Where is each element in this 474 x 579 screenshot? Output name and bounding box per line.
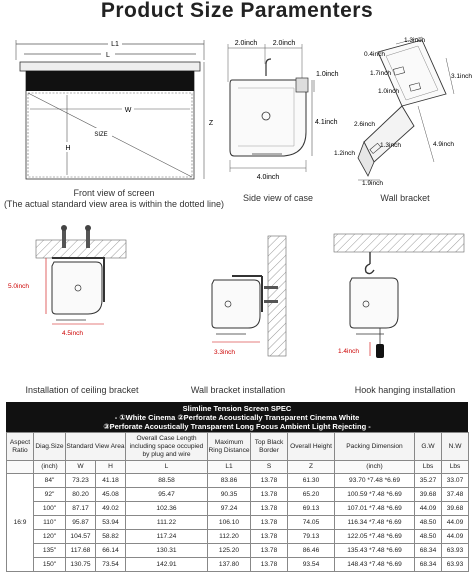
l1-label: L1	[111, 41, 119, 48]
spec-grid	[6, 432, 469, 572]
cell-gw: 35.27	[415, 474, 442, 488]
size-label: SIZE	[94, 132, 108, 138]
cell-packing: 93.70 *7.48 *6.69	[335, 474, 415, 488]
cell-packing: 122.05 *7.48 *6.69	[335, 530, 415, 544]
ceiling-dim-a: 5.0inch	[8, 283, 29, 290]
cell-nw: 63.93	[442, 558, 469, 572]
page-title: Product Size Paramenters	[100, 0, 374, 22]
cell-l: 95.47	[126, 488, 208, 502]
h-label: H	[65, 145, 71, 152]
hook-install-caption: Hook hanging installation	[354, 385, 456, 395]
cell-h: 53.94	[96, 516, 126, 530]
cell-z: 79.13	[288, 530, 335, 544]
cell-z: 61.30	[288, 474, 335, 488]
cell-packing: 135.43 *7.48 *6.69	[335, 544, 415, 558]
units-diag: (inch)	[34, 461, 66, 474]
bracket-dim-h: 4.9inch	[433, 141, 454, 148]
front-view-caption-note: (The actual standard view area is within the dotted line)	[3, 199, 225, 209]
header-top-black: Top Black Border	[251, 433, 288, 461]
spec-rows	[7, 474, 469, 572]
spec-subtitle-1: - ①White Cinema ②Perforate Acoustically Transparent Cinema White	[114, 413, 360, 422]
header-gw: G.W	[415, 433, 442, 461]
table-row	[7, 488, 469, 502]
front-view-diagram	[8, 30, 218, 192]
side-view-caption: Side view of case	[242, 193, 314, 203]
cell-z: 65.20	[288, 488, 335, 502]
header-nw: N.W	[442, 433, 469, 461]
cell-l: 130.31	[126, 544, 208, 558]
cell-diag: 110"	[34, 516, 66, 530]
cell-nw: 44.09	[442, 516, 469, 530]
bracket-dim-b: 0.4inch	[364, 51, 385, 58]
header-aspect: Aspect Ratio	[7, 433, 34, 461]
l-label: L	[106, 52, 110, 59]
cell-s: 13.78	[251, 530, 288, 544]
z-label: Z	[208, 120, 214, 127]
spec-header	[6, 402, 468, 432]
side-view-diagram	[222, 34, 350, 184]
cell-s: 13.78	[251, 474, 288, 488]
wall-install-caption: Wall bracket installation	[190, 385, 286, 395]
cell-s: 13.78	[251, 544, 288, 558]
cell-packing: 100.59 *7.48 *6.69	[335, 488, 415, 502]
cell-z: 69.13	[288, 502, 335, 516]
cell-w: 104.57	[66, 530, 96, 544]
side-dim-a: 2.0inch	[234, 40, 258, 47]
cell-gw: 39.68	[415, 488, 442, 502]
units-l: L	[126, 461, 208, 474]
cell-gw: 44.09	[415, 502, 442, 516]
cell-w: 80.20	[66, 488, 96, 502]
units-z: Z	[288, 461, 335, 474]
cell-l1: 97.24	[208, 502, 251, 516]
wall-bracket-caption: Wall bracket	[380, 193, 430, 203]
units-h: H	[96, 461, 126, 474]
cell-l: 102.36	[126, 502, 208, 516]
cell-diag: 135"	[34, 544, 66, 558]
front-view-caption	[0, 188, 228, 210]
cell-h: 45.08	[96, 488, 126, 502]
units-nw: Lbs	[442, 461, 469, 474]
cell-h: 41.18	[96, 474, 126, 488]
cell-packing: 148.43 *7.48 *6.69	[335, 558, 415, 572]
cell-nw: 39.68	[442, 502, 469, 516]
cell-l1: 137.80	[208, 558, 251, 572]
cell-z: 74.05	[288, 516, 335, 530]
header-overall-height: Overall Height	[288, 433, 335, 461]
cell-l: 88.58	[126, 474, 208, 488]
wall-bracket-diagram	[334, 34, 474, 186]
spec-subtitle-2: ③Perforate Acoustically Transparent Long Focus Ambient Light Rejecting -	[103, 422, 371, 431]
cell-w: 95.87	[66, 516, 96, 530]
side-dim-d: 4.1inch	[315, 119, 338, 126]
cell-diag: 100"	[34, 502, 66, 516]
cell-gw: 48.50	[415, 516, 442, 530]
cell-l: 111.22	[126, 516, 208, 530]
cell-z: 86.46	[288, 544, 335, 558]
hook-install-diagram	[330, 216, 470, 366]
cell-h: 66.14	[96, 544, 126, 558]
cell-h: 73.54	[96, 558, 126, 572]
ceiling-install-diagram	[8, 216, 148, 356]
cell-s: 13.78	[251, 502, 288, 516]
w-label: W	[124, 107, 132, 114]
cell-l1: 106.10	[208, 516, 251, 530]
cell-s: 13.78	[251, 516, 288, 530]
cell-w: 117.68	[66, 544, 96, 558]
cell-gw: 68.34	[415, 544, 442, 558]
table-row	[7, 558, 469, 572]
units-packing: (inch)	[335, 461, 415, 474]
table-row	[7, 530, 469, 544]
cell-h: 49.02	[96, 502, 126, 516]
units-w: W	[66, 461, 96, 474]
table-row	[7, 544, 469, 558]
bracket-dim-g: 1.3inch	[380, 142, 401, 149]
header-packing: Packing Dimension	[335, 433, 415, 461]
table-row	[7, 516, 469, 530]
header-max-ring: Maximum Ring Distance	[208, 433, 251, 461]
cell-diag: 150"	[34, 558, 66, 572]
bracket-dim-a: 1.3inch	[404, 37, 425, 44]
units-s: S	[251, 461, 288, 474]
cell-diag: 120"	[34, 530, 66, 544]
header-diag: Diag.Size	[34, 433, 66, 461]
bracket-dim-c: 1.7inch	[370, 70, 391, 77]
cell-w: 87.17	[66, 502, 96, 516]
side-dim-b: 2.0inch	[272, 40, 296, 47]
cell-l1: 112.20	[208, 530, 251, 544]
spec-header-row	[7, 433, 469, 461]
cell-diag: 84"	[34, 474, 66, 488]
side-dim-e: 4.0inch	[256, 174, 280, 181]
cell-gw: 48.50	[415, 530, 442, 544]
table-row	[7, 474, 469, 488]
cell-packing: 107.01 *7.48 *6.69	[335, 502, 415, 516]
spec-title: Slimline Tension Screen SPEC	[182, 404, 292, 413]
header-overall-case: Overall Case Length including space occupied by plug and wire	[126, 433, 208, 461]
cell-nw: 33.07	[442, 474, 469, 488]
table-row	[7, 502, 469, 516]
units-gw: Lbs	[415, 461, 442, 474]
side-dim-c: 1.0inch	[316, 71, 339, 78]
cell-nw: 37.48	[442, 488, 469, 502]
cell-nw: 63.93	[442, 544, 469, 558]
wall-install-diagram	[172, 216, 292, 366]
cell-s: 13.78	[251, 558, 288, 572]
cell-packing: 116.34 *7.48 *6.69	[335, 516, 415, 530]
cell-l1: 90.35	[208, 488, 251, 502]
cell-h: 58.82	[96, 530, 126, 544]
units-aspect-blank	[7, 461, 34, 474]
aspect-ratio-cell: 16:9	[7, 474, 34, 572]
ceiling-install-caption: Installation of ceiling bracket	[25, 385, 139, 395]
front-view-caption-title: Front view of screen	[73, 188, 155, 198]
cell-nw: 44.09	[442, 530, 469, 544]
spec-units-row	[7, 461, 469, 474]
cell-w: 130.75	[66, 558, 96, 572]
cell-w: 73.23	[66, 474, 96, 488]
cell-l1: 125.20	[208, 544, 251, 558]
cell-s: 13.78	[251, 488, 288, 502]
units-l1: L1	[208, 461, 251, 474]
hook-dim-a: 1.4inch	[338, 348, 359, 355]
bracket-dim-e: 1.0inch	[378, 88, 399, 95]
wall-dim-a: 3.3inch	[214, 349, 235, 356]
cell-z: 93.54	[288, 558, 335, 572]
ceiling-dim-b: 4.5inch	[62, 330, 83, 337]
bracket-dim-j: 1.9inch	[362, 180, 383, 186]
bracket-dim-f: 2.6inch	[354, 121, 375, 128]
header-view: Standard View Area	[66, 433, 126, 461]
cell-gw: 68.34	[415, 558, 442, 572]
bracket-dim-d: 3.1inch	[451, 73, 472, 80]
cell-diag: 92"	[34, 488, 66, 502]
spec-table	[6, 402, 468, 579]
bracket-dim-i: 1.2inch	[334, 150, 355, 157]
cell-l1: 83.86	[208, 474, 251, 488]
cell-l: 142.91	[126, 558, 208, 572]
cell-l: 117.24	[126, 530, 208, 544]
